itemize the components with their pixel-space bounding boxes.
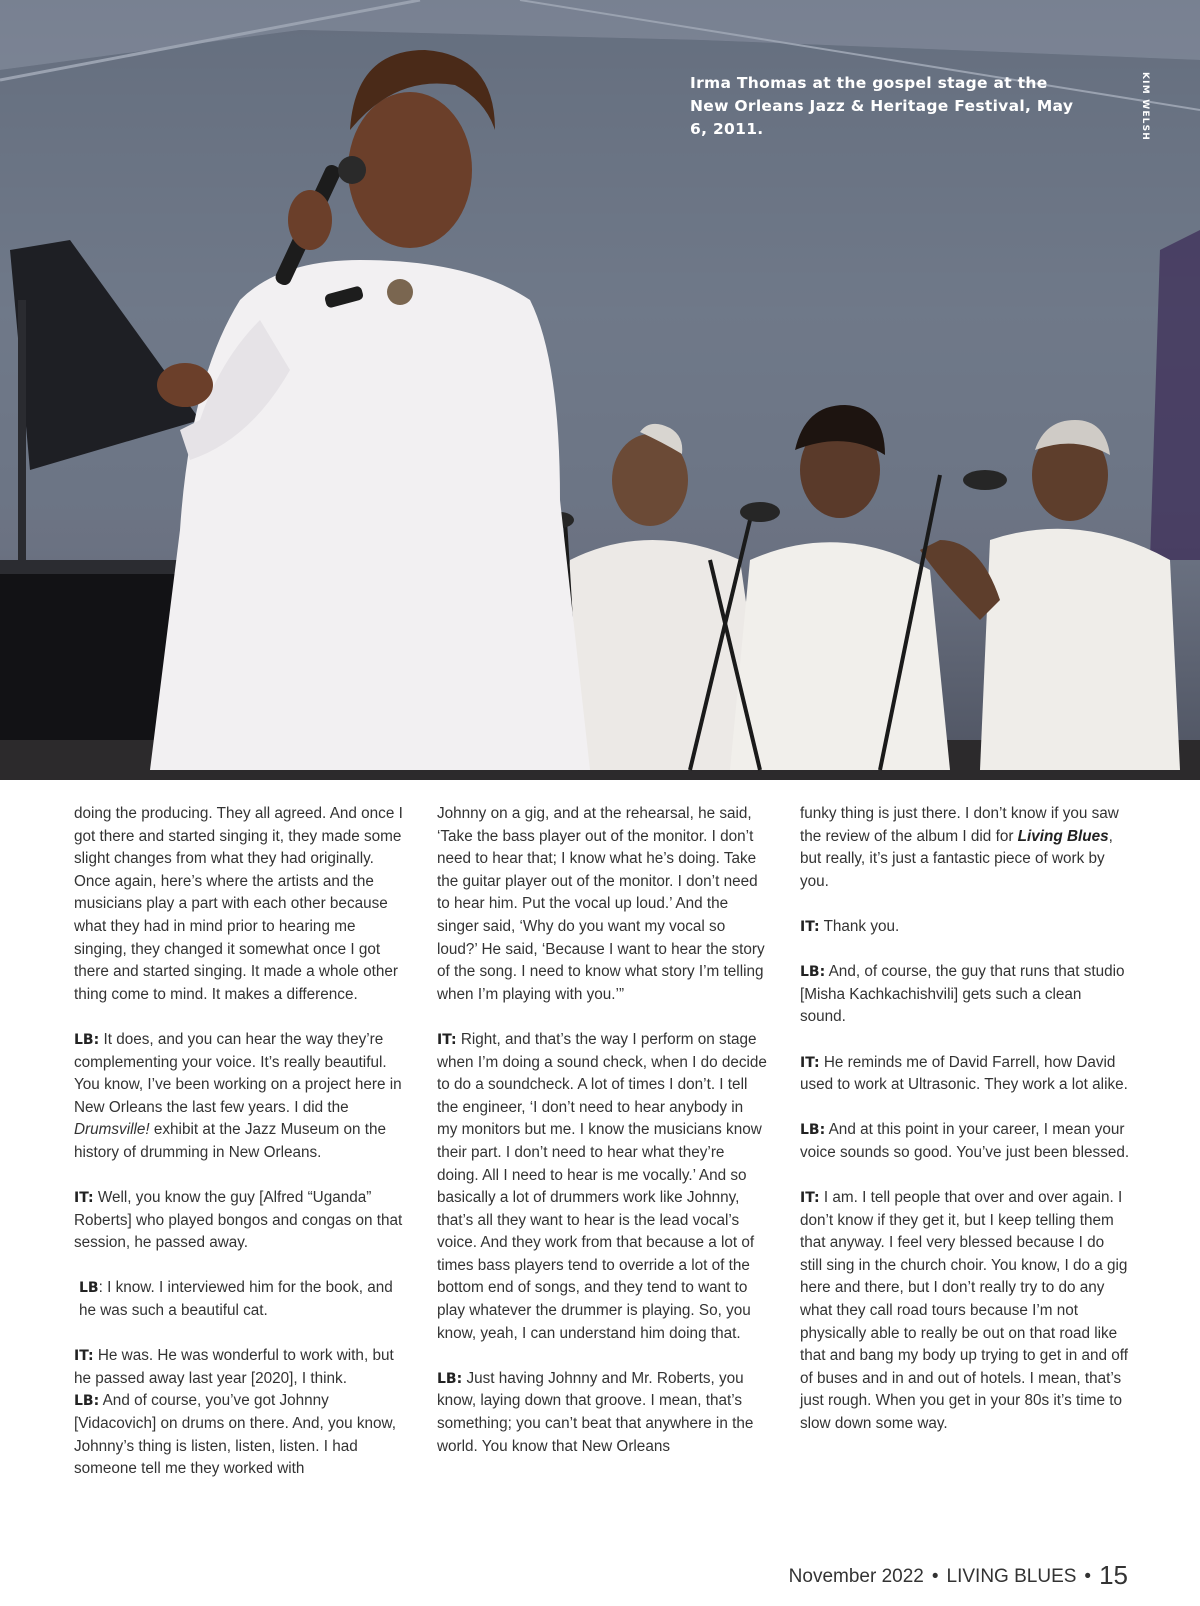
paragraph: LB: And, of course, the guy that runs that studio [Misha Kachkachishvili] gets such a clean sound. xyxy=(800,963,1125,1026)
issue-date: November 2022 xyxy=(788,1566,924,1587)
page-folio xyxy=(789,1560,1128,1591)
speaker-label: LB: xyxy=(800,964,826,981)
paragraph: funky thing is just there. I don’t know if you saw the review of the album I did for Living Blues, but really, it’s just a fantastic piece of work by you. xyxy=(800,805,1119,890)
paragraph: LB: And of course, you’ve got Johnny [Vidacovich] on drums on there. And, you know, Johnny’s thing is listen, listen, listen. I had someone tell me they worked with xyxy=(74,1392,396,1478)
text-column-1 xyxy=(74,803,404,1503)
paragraph: LB: And at this point in your career, I mean your voice sounds so good. You’ve just been blessed. xyxy=(800,1121,1130,1161)
speaker-label: IT: xyxy=(437,1031,457,1048)
paragraph: doing the producing. They all agreed. And once I got there and started singing it, they made some slight changes from what they had originally. Once again, here’s where the artists and the musicians play a part with each other because what they had in mind prior to hearing me singing, they changed it somewhat once I got there and started singing. It made a whole other thing come to mind. It makes a difference. xyxy=(74,805,403,1003)
page-number: 15 xyxy=(1099,1560,1128,1590)
paragraph: IT: He reminds me of David Farrell, how David used to work at Ultrasonic. They work a lot alike. xyxy=(800,1053,1128,1094)
paragraph: IT: Well, you know the guy [Alfred “Uganda” Roberts] who played bongos and congas on that session, he passed away. xyxy=(74,1189,403,1252)
speaker-label: IT: xyxy=(74,1190,94,1207)
photo-credit: KIM WELSH xyxy=(1140,72,1150,142)
paragraph: IT: Right, and that’s the way I perform on stage when I’m doing a sound check, when I do decide to do a soundcheck. A lot of times I don’t. I tell the engineer, ‘I don’t need to hear anybody in my monitors but me. I know the musicians know their part. I don’t need to hear what they’re doing. All I need to hear is me vocally.’ And so basically a lot of drummers work like Johnny, that’s all they want to hear is the lead vocal’s voice. And they work from that because a lot of times bass players tend to override a lot of the bottom end of songs, and they tend to want to play whatever the drummer is playing. So, you know, yeah, I can understand him doing that. xyxy=(437,1030,767,1342)
paragraph: IT: Thank you. xyxy=(800,917,900,935)
text-column-3 xyxy=(800,803,1130,1458)
speaker-label: IT: xyxy=(800,1190,820,1207)
paragraph: LB: Just having Johnny and Mr. Roberts, you know, laying down that groove. I mean, that’s something; you can’t beat that anywhere in the world. You know that New Orleans xyxy=(437,1369,754,1455)
paragraph: LB: It does, and you can hear the way they’re complementing your voice. It’s really beautiful. You know, I’ve been working on a project here in New Orleans the last few years. I did the Drumsville! exhibit at the Jazz Museum on the history of drumming in New Orleans. xyxy=(74,1030,402,1161)
text-column-2 xyxy=(437,803,767,1481)
paragraph: Johnny on a gig, and at the rehearsal, he said, ‘Take the bass player out of the monitor. I don’t need to hear that; I know what he’s doing. Take the guitar player out of the monitor. I don’t need to hear him. Put the vocal up loud.’ And the singer said, ‘Why do you want my vocal so loud?’ He said, ‘Because I want to hear the story of the song. I need to know what story I’m telling when I’m playing with you.’” xyxy=(437,805,765,1003)
separator-dot: • xyxy=(1084,1566,1092,1587)
speaker-label: LB: xyxy=(74,1031,100,1048)
magazine-name: LIVING BLUES xyxy=(946,1566,1077,1587)
speaker-label: IT: xyxy=(800,1054,820,1071)
exhibit-title: Drumsville! xyxy=(74,1121,150,1139)
paragraph: IT: I am. I tell people that over and over again. I don’t know if they get it, but I keep telling them that anyway. I feel very blessed because I do still sing in the church choir. You know, I do a gig here and there, but I don’t really try to do any what they call road tours because I’m not physically able to really be out on that road like that and bang my body up trying to get in and off of buses and in and out of hotels. I mean, that’s just rough. When you get in your 80s it’s time to slow down some way. xyxy=(800,1189,1128,1433)
magazine-title: Living Blues xyxy=(1017,827,1109,845)
paragraph: LB: I know. I interviewed him for the book, and he was such a beautiful cat. xyxy=(79,1279,393,1320)
speaker-label: IT: xyxy=(800,918,820,935)
paragraph: IT: He was. He was wonderful to work with, but he passed away last year [2020], I think. xyxy=(74,1347,394,1387)
separator-dot: • xyxy=(931,1566,939,1587)
speaker-label: LB xyxy=(79,1280,99,1297)
speaker-label: LB: xyxy=(437,1370,463,1387)
speaker-label: LB: xyxy=(800,1122,826,1139)
photo-caption: Irma Thomas at the gospel stage at the New Orleans Jazz & Heritage Festival, May 6, 2011. xyxy=(690,74,1074,138)
speaker-label: IT: xyxy=(74,1348,94,1365)
speaker-label: LB: xyxy=(74,1393,100,1410)
cover-photo xyxy=(0,0,1200,780)
